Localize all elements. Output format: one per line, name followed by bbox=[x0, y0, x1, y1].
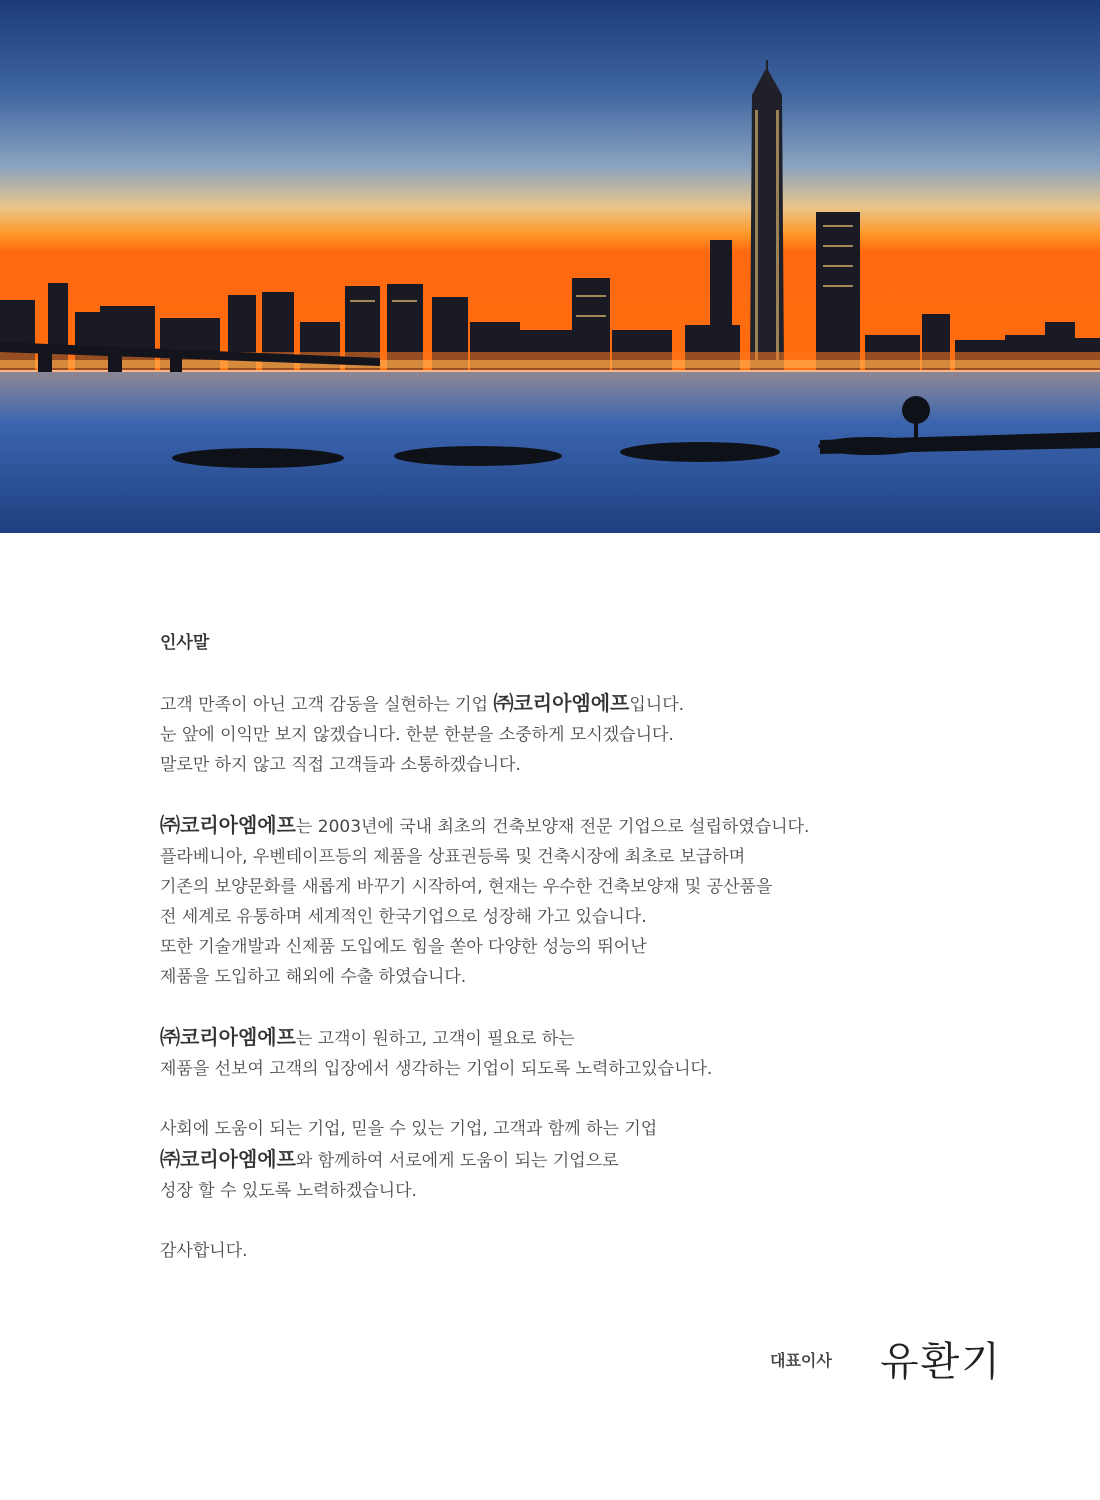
text-line bbox=[160, 688, 1040, 720]
signature bbox=[770, 1330, 1070, 1390]
text-line: 또한 기술개발과 신제품 도입에도 힘을 쏟아 다양한 성능의 뛰어난 bbox=[160, 937, 647, 957]
paragraph-3 bbox=[160, 1022, 1040, 1084]
text-line: 성장 할 수 있도록 노력하겠습니다. bbox=[160, 1181, 417, 1201]
text-line bbox=[160, 810, 1040, 842]
text-segment: 는 2003년에 국내 최초의 건축보양재 전문 기업으로 설립하였습니다. bbox=[295, 817, 810, 837]
text-segment: 고객 만족이 아닌 고객 감동을 실현하는 기업 bbox=[160, 695, 494, 715]
text-line: 말로만 하지 않고 직접 고객들과 소통하겠습니다. bbox=[160, 755, 521, 775]
company-name: ㈜코리아엠에프 bbox=[160, 813, 296, 837]
greeting-title: 인사말 bbox=[160, 633, 210, 653]
greeting-section bbox=[160, 628, 1040, 1296]
text-segment: 는 고객이 원하고, 고객이 필요로 하는 bbox=[295, 1029, 575, 1049]
paragraph-1 bbox=[160, 688, 1040, 780]
ceo-name: 유환기 bbox=[880, 1339, 1002, 1385]
text-line: 사회에 도움이 되는 기업, 믿을 수 있는 기업, 고객과 함께 하는 기업 bbox=[160, 1119, 658, 1139]
text-line: 제품을 선보여 고객의 입장에서 생각하는 기업이 되도록 노력하고있습니다. bbox=[160, 1059, 713, 1079]
text-line: 제품을 도입하고 해외에 수출 하였습니다. bbox=[160, 967, 467, 987]
text-line bbox=[160, 1022, 1040, 1054]
company-name: ㈜코리아엠에프 bbox=[160, 1025, 296, 1049]
paragraph-closing bbox=[160, 1236, 1040, 1266]
text-segment: 와 함께하여 서로에게 도움이 되는 기업으로 bbox=[295, 1151, 619, 1171]
paragraph-4 bbox=[160, 1114, 1040, 1206]
text-line: 기존의 보양문화를 새롭게 바꾸기 시작하여, 현재는 우수한 건축보양재 및 공산품을 bbox=[160, 877, 773, 897]
text-segment: 입니다. bbox=[629, 695, 685, 715]
text-line: 눈 앞에 이익만 보지 않겠습니다. 한분 한분을 소중하게 모시겠습니다. bbox=[160, 725, 674, 745]
company-name: ㈜코리아엠에프 bbox=[493, 691, 630, 715]
city-skyline-photo bbox=[0, 0, 1100, 533]
text-line: 플라베니아, 우벤테이프등의 제품을 상표권등록 및 건축시장에 최초로 보급하며 bbox=[160, 847, 746, 867]
text-line bbox=[160, 1144, 1040, 1176]
text-line: 전 세계로 유통하며 세계적인 한국기업으로 성장해 가고 있습니다. bbox=[160, 907, 647, 927]
ceo-title: 대표이사 bbox=[770, 1351, 832, 1370]
closing-text: 감사합니다. bbox=[160, 1241, 248, 1261]
company-name: ㈜코리아엠에프 bbox=[160, 1147, 296, 1171]
paragraph-2 bbox=[160, 810, 1040, 992]
